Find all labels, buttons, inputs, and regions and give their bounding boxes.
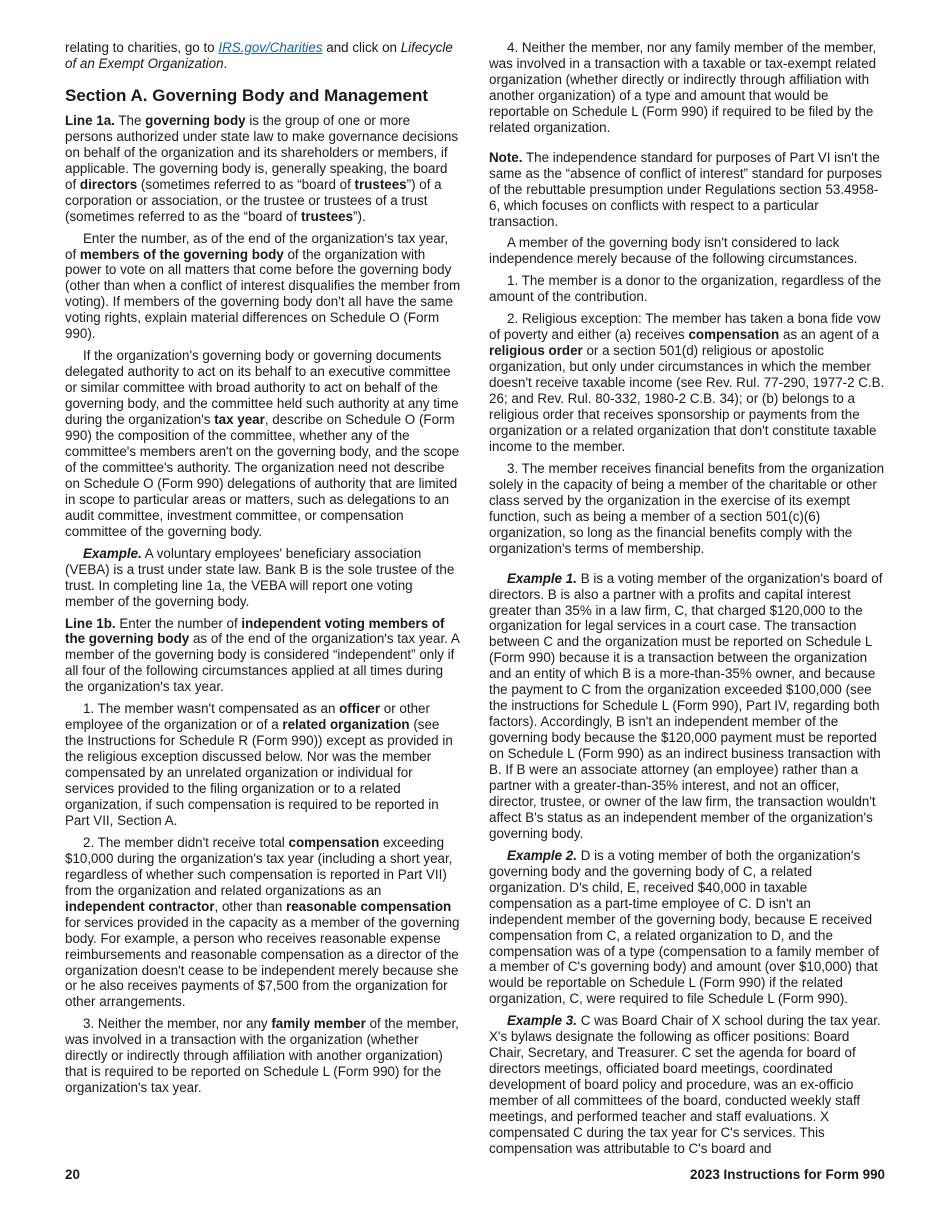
text-run: 3. Neither the member, nor any (83, 1016, 272, 1032)
intro-text-mid: and click on (322, 40, 401, 55)
example-paragraph (65, 546, 461, 610)
text-run: or a section 501(d) religious or apostolic organization, but only under circumstances in which the member doesn't receive taxable income (see Rev. Rul. 77-290, 1977-2 C.B. 26; and Rev. Rul. 80-332, 1980-2 C.B. 34); or (b) belongs to a religious order that receives sponsorship or payments from the organization or a related organization that don't constitute taxable income to the member. (489, 343, 885, 454)
circumstance-2-item (489, 311, 885, 455)
bold-term: governing body (145, 112, 246, 128)
text-run: for services provided in the capacity as a member of the governing body. For example, a person who receives reasonable expense reimbursements and reasonable compensation as a director of the organization doesn't cease to be independent merely because she or he also receives payments of $7,500 from the organization for other arrangements. (65, 914, 460, 1010)
lack-independence-paragraph: A member of the governing body isn't considered to lack independence merely because of the following circumstances. (489, 235, 858, 267)
bold-term: compensation (288, 834, 380, 850)
example-2-paragraph (489, 848, 885, 1008)
text-run: of the organization with power to vote on all matters that come before the governing body (other than when a conflict of interest disqualifies the member from voting). If members of the governing body don't all have the same voting rights, explain material differences on Schedule O (Form 990). (65, 246, 461, 342)
line-1b-label: Line 1b. (65, 615, 116, 631)
circumstance-3-item: 3. The member receives financial benefits from the organization solely in the capacity of being a member of the charitable or other class served by the organization in the exercise of its exempt function, such as being a member of a section 501(c)(6) organization, so long as the financial benefits comply with the organization's terms of membership. (489, 460, 885, 556)
text-run: (sometimes referred to as “board of (137, 176, 355, 192)
bold-term: tax year (214, 412, 265, 428)
members-paragraph (65, 231, 461, 343)
condition-2-item (65, 835, 461, 1010)
text-run: Enter the number of (115, 615, 242, 631)
example-2-label: Example 2. (507, 847, 577, 863)
text-run: 1. The member wasn't compensated as an (83, 701, 340, 717)
right-column (489, 40, 885, 1163)
example-3-label: Example 3. (507, 1013, 577, 1029)
bold-term: members of the governing body (79, 246, 284, 262)
text-run: as an agent of a (779, 327, 880, 343)
text-run: C was Board Chair of X school during the tax year. X's bylaws designate the following as officer positions: Board Chair, Secretary, and Treasurer. C set the agenda for board of directors meetings, officiated board meetings, coordinated development of board policy and procedure, was an ex-officio member of all committees of the board, conducted weekly staff meetings, and performed teacher and staff evaluations. X compensated C during the tax year for C's services. This compensation was attributable to C's board and (489, 1013, 881, 1156)
charities-link[interactable]: IRS.gov/Charities (218, 40, 323, 55)
document-title: 2023 Instructions for Form 990 (690, 1167, 885, 1182)
line-1a-paragraph (65, 113, 461, 225)
section-a-heading: Section A. Governing Body and Management (65, 85, 429, 105)
text-run: or other employee of the organization or of a (65, 701, 430, 733)
text-run: , other than (214, 898, 287, 914)
example-3-paragraph (489, 1013, 885, 1157)
text-run: 2. The member didn't receive total (83, 834, 289, 850)
bold-term: religious order (489, 343, 583, 359)
intro-paragraph (65, 40, 461, 72)
text-run: ”) of a corporation or association, or the trustee or trustees of a trust (sometimes referred to as the “board of (65, 176, 442, 224)
text-run: B is a voting member of the organization's board of directors. B is also a partner with a profits and capital interest greater than 35% in a law firm, C, that charged $120,000 to the organization for legal services in a court case. The transaction between C and the organization must be reported on Schedule L (Form 990) because it is a transaction between the organization and an entity of which B is a more-than-35% owner, and because the payment to C from the organization exceeded $100,000 (see the instructions for Schedule L (Form 990), Part IV, regarding both factors). Accordingly, B isn't an independent member of the governing body because the $120,000 payment must be reported on Schedule L (Form 990) as an indirect business transaction with B. If B were an associate attorney (an employee) rather than a partner with a greater-than-35% interest, and not an officer, director, trustee, or owner of the law firm, the transaction wouldn't affect B's status as an independent member of the organization's governing body. (489, 570, 883, 841)
bold-term: independent contractor (65, 898, 215, 914)
example-1-label: Example 1. (507, 570, 577, 586)
intro-text: relating to charities, go to (65, 40, 219, 55)
text-run: Enter the number, as of the end of the organization's tax year, of (65, 230, 449, 262)
text-run: If the organization's governing body or governing documents delegated authority to act on its behalf to an executive committee or similar committee with broad authority to act on behalf of the governing body, and the committee held such authority at any time during the organization's (65, 348, 459, 428)
note-label: Note. (489, 149, 523, 165)
text-run: D is a voting member of both the organization's governing body and the governing body of C, a related organization. D's child, E, received $40,000 in taxable compensation as a part-time employee of C. D isn't an independent member of the governing body, because E received compensation from C, a related organization to D, and the compensation was of a type (compensation to a family member of a member of C's governing body) and amount (over $10,000) that would be reportable on Schedule L (Form 990) if the related organization, C, were required to file Schedule L (Form 990). (489, 847, 880, 1007)
bold-term: compensation (688, 327, 780, 343)
bold-term: directors (79, 176, 138, 192)
text-run: 2. Religious exception: The member has taken a bona fide vow of poverty and either (a) receives (489, 311, 881, 343)
bold-term: related organization (282, 717, 410, 733)
text-run: The (114, 112, 146, 128)
text-run: A voluntary employees' beneficiary association (VEBA) is a trust under state law. Bank B is the sole trustee of the trust. In completing line 1a, the VEBA will report one voting member of the governing body. (65, 545, 455, 609)
left-column (65, 40, 461, 1102)
bold-term: trustees (300, 208, 354, 224)
page-number: 20 (65, 1167, 80, 1182)
text-run: of the member, was involved in a transaction with the organization (whether directly or indirectly through affiliation with another organization) that is required to be reported on Schedule L (Form 990) for the organization's tax year. (65, 1016, 459, 1096)
note-paragraph (489, 150, 885, 230)
text-run: , describe on Schedule O (Form 990) the composition of the committee, whether any of the committee's members aren't on the governing body, and the scope of the committee's authority. The organization need not describe on Schedule O (Form 990) delegations of authority that are limited in scope to particular areas or matters, such as delegations to an audit committee, investment committee, or compensation committee of the governing body. (65, 412, 460, 539)
example-label: Example. (83, 545, 142, 561)
lifecycle-title: Lifecycle of an Exempt Organization (65, 40, 453, 71)
text-run: is the group of one or more persons authorized under state law to make governance decisions on behalf of the organization and its shareholders or members, if applicable. The governing body is, generally speaking, the board of (65, 112, 459, 192)
bold-term: trustees (354, 176, 407, 192)
condition-4-item: 4. Neither the member, nor any family member of the member, was involved in a transaction with a taxable or tax-exempt related organization (whether directly or indirectly through affiliation with another organization) of a type and amount that would be reportable on Schedule L (Form 990) if required to be filed by the related organization. (489, 40, 877, 135)
line-1a-label: Line 1a. (65, 112, 115, 128)
condition-3-item (65, 1016, 461, 1096)
bold-term: independent voting members of the governing body (65, 615, 445, 647)
condition-1-item (65, 701, 461, 829)
example-1-paragraph (489, 571, 885, 842)
text-run: (see the Instructions for Schedule R (Form 990)) except as provided in the religious exception discussed below. Nor was the member compensated by an unrelated organization or individual for services provided to the filing organization or to a related organization, if such compensation is required to be reported in Part VII, Section A. (65, 717, 453, 828)
text-run: as of the end of the organization's tax year. A member of the governing body is considered “independent” only if all four of the following circumstances applied at all times during the organization's tax year. (65, 631, 460, 695)
bold-term: family member (271, 1016, 366, 1032)
bold-term: officer (339, 701, 381, 717)
line-1b-paragraph (65, 616, 461, 696)
text-run: ”). (353, 208, 366, 224)
bold-term: reasonable compensation (286, 898, 452, 914)
text-run: The independence standard for purposes of Part VI isn't the same as the “absence of conflict of interest” standard for purposes of the rebuttable presumption under Regulations section 53.4958-6, which focuses on conflicts with respect to a particular transaction. (489, 149, 882, 229)
committee-paragraph (65, 348, 461, 539)
text-run: exceeding $10,000 during the organization's tax year (including a short year, regardless of whether such compensation is reported in Part VII) from the organization and related organizations as an (65, 834, 453, 898)
circumstance-1-item: 1. The member is a donor to the organization, regardless of the amount of the contribution. (489, 273, 882, 305)
intro-text-end: . (223, 55, 228, 71)
